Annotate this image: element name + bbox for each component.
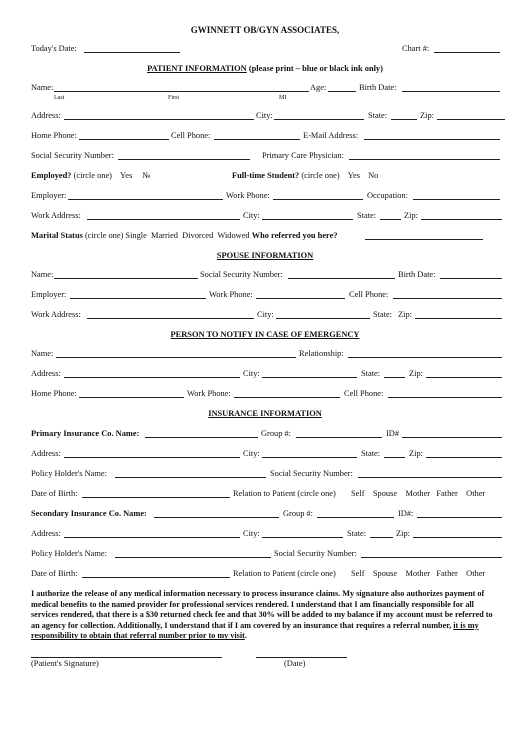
patient-cell-phone-field[interactable] xyxy=(214,139,300,140)
fulltime-student-label: Full-time Student? xyxy=(232,171,300,180)
primary-state-label: State: xyxy=(361,449,381,458)
fulltime-circle-note: (circle one) xyxy=(301,171,340,180)
spouse-state-label: State: xyxy=(373,310,393,319)
emergency-work-phone-label: Work Phone: xyxy=(187,389,231,398)
chart-number-label: Chart #: xyxy=(402,44,430,53)
patient-ssn-label: Social Security Number: xyxy=(31,151,114,160)
emergency-cell-phone-field[interactable] xyxy=(388,397,502,398)
emergency-state-field[interactable] xyxy=(384,377,405,378)
spouse-employer-field[interactable] xyxy=(70,298,206,299)
patient-employer-label: Employer: xyxy=(31,191,67,200)
patient-age-field[interactable] xyxy=(328,91,356,92)
employed-yes-option[interactable]: Yes xyxy=(120,171,133,180)
patient-birthdate-field[interactable] xyxy=(402,91,500,92)
spouse-work-phone-label: Work Phone: xyxy=(209,290,253,299)
emergency-zip-field[interactable] xyxy=(426,377,502,378)
primary-relation-label: Relation to Patient (circle one) xyxy=(233,489,336,498)
patient-birthdate-label: Birth Date: xyxy=(359,83,397,92)
primary-dob-label: Date of Birth: xyxy=(31,489,78,498)
primary-group-label: Group #: xyxy=(261,429,292,438)
spouse-work-address-field[interactable] xyxy=(87,318,254,319)
patient-employer-field[interactable] xyxy=(68,199,223,200)
referred-label: Who referred you here? xyxy=(251,231,338,240)
secondary-dob-label: Date of Birth: xyxy=(31,569,78,578)
patient-occupation-label: Occupation: xyxy=(367,191,408,200)
authorization-end: . xyxy=(244,631,247,641)
patient-occupation-field[interactable] xyxy=(413,199,500,200)
spouse-birthdate-label: Birth Date: xyxy=(398,270,436,279)
patient-address-field[interactable] xyxy=(64,119,254,120)
emergency-address-label: Address: xyxy=(31,369,61,378)
patient-work-zip-label: Zip: xyxy=(404,211,418,220)
patient-city-field[interactable] xyxy=(274,119,364,120)
secondary-insurance-label: Secondary Insurance Co. Name: xyxy=(31,509,147,518)
patient-heading-title: PATIENT INFORMATION xyxy=(147,64,247,73)
secondary-ssn-label: Social Security Number: xyxy=(274,549,357,558)
patient-pcp-field[interactable] xyxy=(349,159,500,160)
patient-work-zip-field[interactable] xyxy=(421,219,502,220)
patient-address-label: Address: xyxy=(31,111,61,120)
patient-name-label: Name: xyxy=(31,83,54,92)
spouse-city-label: City: xyxy=(257,310,274,319)
marital-circle-note: (circle one) xyxy=(84,231,124,240)
spouse-ssn-field[interactable] xyxy=(288,278,395,279)
primary-id-field[interactable] xyxy=(402,437,502,438)
spouse-birthdate-field[interactable] xyxy=(440,278,502,279)
authorization-paragraph xyxy=(31,589,499,642)
patient-work-state-field[interactable] xyxy=(380,219,401,220)
emergency-heading: PERSON TO NOTIFY IN CASE OF EMERGENCY xyxy=(170,330,360,339)
marital-options[interactable]: Single Married Divorced Widowed xyxy=(125,231,250,240)
emergency-home-phone-label: Home Phone: xyxy=(31,389,77,398)
secondary-ssn-field[interactable] xyxy=(361,557,502,558)
primary-id-label: ID# xyxy=(386,429,400,438)
secondary-zip-label: Zip: xyxy=(396,529,410,538)
spouse-heading: SPOUSE INFORMATION xyxy=(216,251,314,260)
patient-signature-field[interactable] xyxy=(31,657,222,658)
emergency-name-label: Name: xyxy=(31,349,54,358)
patient-zip-label: Zip: xyxy=(420,111,434,120)
primary-zip-label: Zip: xyxy=(409,449,423,458)
secondary-holder-field[interactable] xyxy=(115,557,271,558)
patient-age-label: Age: xyxy=(310,83,327,92)
secondary-holder-label: Policy Holder's Name: xyxy=(31,549,107,558)
spouse-name-field[interactable] xyxy=(54,278,198,279)
signature-date-field[interactable] xyxy=(256,657,347,658)
primary-zip-field[interactable] xyxy=(426,457,502,458)
secondary-id-label: ID#: xyxy=(398,509,414,518)
fulltime-yes-option[interactable]: Yes xyxy=(347,171,360,180)
primary-address-label: Address: xyxy=(31,449,61,458)
secondary-state-field[interactable] xyxy=(370,537,393,538)
primary-group-field[interactable] xyxy=(296,437,382,438)
patient-work-city-label: City: xyxy=(243,211,260,220)
secondary-address-label: Address: xyxy=(31,529,61,538)
employed-label: Employed? xyxy=(31,171,72,180)
patient-pcp-label: Primary Care Physician: xyxy=(262,151,344,160)
patient-home-phone-field[interactable] xyxy=(79,139,169,140)
authorization-text: I authorize the release of any medical information necessary to process insurance claims. My signature also authorizes payment of medical benefits to the named provider for professional services rendered. I understand that I am financially responsible for all services rendered, that there is a $30 returned check fee and that 30% will be added to my balance if my account must be referred to an agency for collection. Additionally, I understand that if I am covered by an insurance that requires a referral number, xyxy=(31,589,493,630)
patient-name-field[interactable] xyxy=(54,91,309,92)
secondary-state-label: State: xyxy=(347,529,367,538)
patient-city-label: City: xyxy=(256,111,273,120)
primary-holder-label: Policy Holder's Name: xyxy=(31,469,107,478)
primary-state-field[interactable] xyxy=(384,457,405,458)
authorization-underlined: it is my responsibility to obtain that referral number prior to my visit xyxy=(31,620,479,641)
primary-relation-options[interactable]: Self Spouse Mother Father Other xyxy=(351,489,486,498)
primary-insurance-label: Primary Insurance Co. Name: xyxy=(31,429,140,438)
signature-date-label: (Date) xyxy=(284,659,306,668)
middle-initial-sublabel: MI xyxy=(279,95,287,101)
secondary-relation-options[interactable]: Self Spouse Mother Father Other xyxy=(351,569,486,578)
patient-ssn-field[interactable] xyxy=(118,159,250,160)
emergency-name-field[interactable] xyxy=(56,357,296,358)
patient-cell-phone-label: Cell Phone: xyxy=(171,131,211,140)
patient-work-city-field[interactable] xyxy=(262,219,353,220)
spouse-city-field[interactable] xyxy=(276,318,370,319)
fulltime-no-option[interactable]: No xyxy=(368,171,379,180)
secondary-group-label: Group #: xyxy=(283,509,314,518)
secondary-dob-field[interactable] xyxy=(82,577,230,578)
referred-field[interactable] xyxy=(365,239,483,240)
patient-work-state-label: State: xyxy=(357,211,377,220)
patient-zip-field[interactable] xyxy=(437,119,505,120)
todays-date-field[interactable] xyxy=(84,52,180,53)
spouse-name-label: Name: xyxy=(31,270,54,279)
secondary-id-field[interactable] xyxy=(417,517,502,518)
emergency-work-phone-field[interactable] xyxy=(234,397,340,398)
primary-holder-field[interactable] xyxy=(115,477,266,478)
secondary-address-field[interactable] xyxy=(64,537,240,538)
spouse-ssn-label: Social Security Number: xyxy=(200,270,283,279)
patient-email-label: E-Mail Address: xyxy=(303,131,359,140)
emergency-zip-label: Zip: xyxy=(409,369,423,378)
patient-signature-label: (Patient's Signature) xyxy=(31,659,99,668)
secondary-zip-field[interactable] xyxy=(413,537,502,538)
spouse-zip-label: Zip: xyxy=(398,310,412,319)
marital-status-row xyxy=(31,231,338,241)
first-name-sublabel: First xyxy=(168,95,180,101)
patient-work-address-label: Work Address: xyxy=(31,211,81,220)
fulltime-student-question xyxy=(232,171,378,181)
employed-circle-note: (circle one) xyxy=(73,171,112,180)
employed-question xyxy=(31,171,150,181)
todays-date-label: Today's Date: xyxy=(31,44,77,53)
form-title: GWINNETT OB/GYN ASSOCIATES, xyxy=(190,25,340,35)
emergency-city-label: City: xyxy=(243,369,260,378)
patient-state-field[interactable] xyxy=(391,119,417,120)
employed-no-option[interactable]: № xyxy=(142,171,151,180)
patient-work-address-field[interactable] xyxy=(87,219,240,220)
patient-email-field[interactable] xyxy=(364,139,500,140)
patient-heading-note: (please print – blue or black ink only) xyxy=(248,64,383,73)
spouse-work-phone-field[interactable] xyxy=(256,298,345,299)
insurance-heading: INSURANCE INFORMATION xyxy=(208,409,322,418)
spouse-zip-field[interactable] xyxy=(415,318,502,319)
patient-home-phone-label: Home Phone: xyxy=(31,131,77,140)
last-name-sublabel: Last xyxy=(54,95,65,101)
emergency-cell-phone-label: Cell Phone: xyxy=(344,389,384,398)
spouse-cell-phone-field[interactable] xyxy=(393,298,502,299)
emergency-state-label: State: xyxy=(361,369,381,378)
patient-heading xyxy=(0,64,530,74)
secondary-city-field[interactable] xyxy=(262,537,343,538)
spouse-cell-phone-label: Cell Phone: xyxy=(349,290,389,299)
spouse-employer-label: Employer: xyxy=(31,290,67,299)
primary-dob-field[interactable] xyxy=(82,497,230,498)
primary-insurance-field[interactable] xyxy=(145,437,258,438)
primary-ssn-field[interactable] xyxy=(358,477,502,478)
primary-city-field[interactable] xyxy=(262,457,357,458)
emergency-address-field[interactable] xyxy=(64,377,240,378)
chart-number-field[interactable] xyxy=(434,52,500,53)
secondary-insurance-field[interactable] xyxy=(154,517,279,518)
patient-state-label: State: xyxy=(368,111,388,120)
emergency-relationship-label: Relationship: xyxy=(299,349,344,358)
primary-ssn-label: Social Security Number: xyxy=(270,469,353,478)
emergency-home-phone-field[interactable] xyxy=(79,397,184,398)
emergency-relationship-field[interactable] xyxy=(348,357,502,358)
secondary-group-field[interactable] xyxy=(317,517,394,518)
marital-status-label: Marital Status xyxy=(31,231,83,240)
secondary-city-label: City: xyxy=(243,529,260,538)
patient-work-phone-label: Work Phone: xyxy=(226,191,270,200)
primary-city-label: City: xyxy=(243,449,260,458)
patient-work-phone-field[interactable] xyxy=(273,199,363,200)
primary-address-field[interactable] xyxy=(64,457,240,458)
emergency-city-field[interactable] xyxy=(262,377,357,378)
secondary-relation-label: Relation to Patient (circle one) xyxy=(233,569,336,578)
spouse-work-address-label: Work Address: xyxy=(31,310,81,319)
